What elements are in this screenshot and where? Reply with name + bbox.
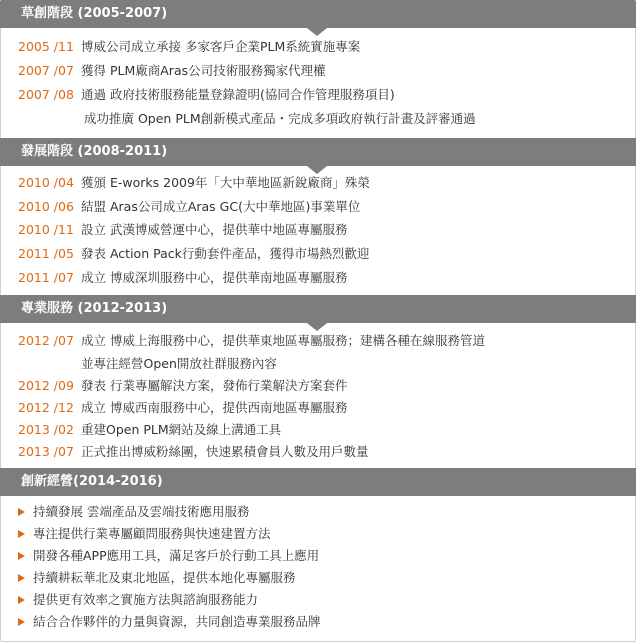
bullet-text: 持續耕耘華北及東北地區，提供本地化專屬服務	[33, 570, 296, 585]
triangle-bullet-icon	[18, 552, 25, 560]
row-date: 2013 /07	[18, 444, 74, 459]
bullet-text: 持續發展 雲端產品及雲端技術應用服務	[33, 504, 250, 519]
bullet-item	[18, 502, 249, 522]
row-text: 發表 行業專屬解決方案，發佈行業解決方案套件	[81, 378, 348, 393]
timeline-row	[18, 398, 347, 418]
timeline-row-continuation: 成功推廣 Open PLM創新模式產品・完成多項政府執行計畫及評審通過	[84, 111, 476, 126]
section-header-startup	[0, 0, 636, 28]
section-title: 發展階段 (2008-2011)	[21, 144, 168, 159]
section-title: 專業服務 (2012-2013)	[21, 301, 168, 316]
section-header-innovation	[0, 468, 636, 496]
triangle-bullet-icon	[18, 618, 25, 626]
row-text: 設立 武漢博威營運中心，提供華中地區專屬服務	[81, 222, 348, 237]
row-date: 2005 /11	[18, 39, 74, 54]
row-text: 獲得 PLM廠商Aras公司技術服務獨家代理權	[81, 63, 326, 78]
timeline-row	[18, 85, 395, 105]
row-text: 正式推出博威粉絲團，快速累積會員人數及用戶數量	[81, 444, 369, 459]
timeline-row	[18, 376, 347, 396]
timeline-row	[18, 420, 281, 440]
row-date: 2013 /02	[18, 422, 74, 437]
bullet-text: 提供更有效率之實施方法與諮詢服務能力	[33, 592, 259, 607]
row-date: 2010 /06	[18, 199, 74, 214]
triangle-bullet-icon	[18, 530, 25, 538]
section-title: 草創階段 (2005-2007)	[21, 6, 168, 21]
row-date: 2012 /07	[18, 333, 74, 348]
bullet-text: 專注提供行業專屬顧問服務與快速建置方法	[33, 526, 271, 541]
triangle-bullet-icon	[18, 508, 25, 516]
row-text: 重建Open PLM網站及線上溝通工具	[81, 422, 282, 437]
bullet-text: 開發各種APP應用工具，滿足客戶於行動工具上應用	[33, 548, 320, 563]
section-header-growth	[0, 138, 636, 166]
timeline-row-continuation: 並專注經營Open開放社群服務內容	[81, 356, 277, 371]
timeline-row	[18, 331, 485, 351]
bullet-item	[18, 524, 271, 544]
row-date: 2007 /08	[18, 87, 74, 102]
header-notch	[307, 28, 327, 36]
timeline-row	[18, 220, 347, 240]
bullet-text: 結合合作夥伴的力量與資源，共同創造專業服務品牌	[33, 614, 321, 629]
bullet-item	[18, 568, 296, 588]
row-text: 博威公司成立承接 多家客戶企業PLM系統實施專案	[81, 39, 361, 54]
bullet-item	[18, 590, 258, 610]
triangle-bullet-icon	[18, 596, 25, 604]
section-title: 創新經營(2014-2016)	[21, 474, 163, 489]
timeline-row	[18, 268, 347, 288]
row-date: 2011 /05	[18, 246, 74, 261]
row-date: 2010 /11	[18, 222, 74, 237]
row-date: 2007 /07	[18, 63, 74, 78]
row-text: 成立 博威上海服務中心，提供華東地區專屬服務；建構各種在線服務管道	[81, 333, 485, 348]
row-date: 2012 /09	[18, 378, 74, 393]
bullet-item	[18, 612, 321, 632]
row-text: 結盟 Aras公司成立Aras GC(大中華地區)事業單位	[81, 199, 361, 214]
row-text: 發表 Action Pack行動套件產品，獲得市場熱烈歡迎	[81, 246, 370, 261]
row-text: 獲頒 E-works 2009年「大中華地區新銳廠商」殊榮	[81, 175, 370, 190]
timeline-row	[18, 37, 360, 57]
section-header-professional	[0, 295, 636, 323]
row-text: 成立 博威西南服務中心，提供西南地區專屬服務	[81, 400, 348, 415]
timeline-row	[18, 173, 370, 193]
timeline-row	[18, 244, 369, 264]
row-text: 成立 博威深圳服務中心，提供華南地區專屬服務	[81, 270, 348, 285]
row-date: 2011 /07	[18, 270, 74, 285]
timeline-row	[18, 442, 369, 462]
timeline-row	[18, 197, 360, 217]
triangle-bullet-icon	[18, 574, 25, 582]
timeline-row	[18, 61, 326, 81]
header-notch	[307, 323, 327, 331]
row-text: 通過 政府技術服務能量登錄證明(協同合作管理服務項目)	[81, 87, 395, 102]
row-date: 2012 /12	[18, 400, 74, 415]
row-date: 2010 /04	[18, 175, 74, 190]
bullet-item	[18, 546, 319, 566]
